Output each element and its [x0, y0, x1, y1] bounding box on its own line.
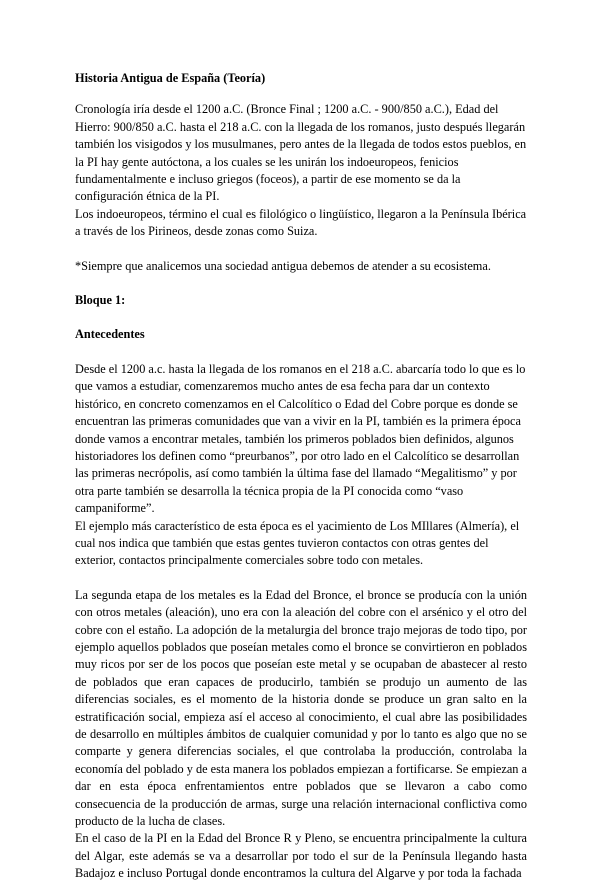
document-body	[75, 70, 527, 883]
section-heading: Antecedentes	[75, 327, 145, 342]
block-heading: Bloque 1:	[75, 293, 126, 308]
paragraph-cultura-algar: En el caso de la PI en la Edad del Bronce R y Pleno, se encuentra principalmente la cultura del Algar, este además se va a desarrollar por todo el sur de la Península llegando hasta Badajoz e incluso Portugal donde encontramos la cultura del Algarve y por toda la fachada	[75, 831, 527, 881]
intro-paragraph-2: Los indoeuropeos, término el cual es filológico o lingüístico, llegaron a la Península Ibérica a través de los Pirineos, desde zonas como Suiza.	[75, 206, 527, 239]
paragraph-antecedentes: Desde el 1200 a.c. hasta la llegada de los romanos en el 218 a.C. abarcaría todo lo que es lo que vamos a estudiar, comenzaremos mucho antes de esa fecha para dar un contexto histórico, en concreto comenzamos en el Calcolítico o Edad del Cobre porque es donde se encuentran las primeras comunidades que van a vivir en la PI, también es la primera época donde vamos a encontrar metales, también los primeros poblados bien definidos, algunos historiadores los definen como “preurbanos”, por otro lado en el Calcolítico se desarrollan las primeras necrópolis, así como también la última fase del llamado “Megalitismo” y por otra parte también se desarrolla la técnica propia de la PI conocida como “vaso campaniforme”.	[75, 361, 526, 516]
paragraph-edad-bronce: La segunda etapa de los metales es la Edad del Bronce, el bronce se producía con la unión con otros metales (aleación), uno era con la aleación del cobre con el arsénico y el otro del cobre con el estaño. La adopción de la metalurgia del bronce trajo mejoras de todo tipo, por ejemplo aquellos poblados que poseían metales como el bronce se convirtieron en poblados muy ricos por ser de los pocos que poseían este metal y se ocupaban de abastecer al resto de poblados que eran capaces de producirlo, también se produjo un aumento de las diferencias sociales, es el momento de la historia donde se produce un gran salto en la estratificación social, empieza así el acceso al conocimiento, el cual abre las posibilidades de desarrollo en múltiples ámbitos de cualquier comunidad y por lo tanto es algo que no se comparte y genera diferencias sociales, el que controlaba la producción, controlaba la economía del poblado y de esta manera los poblados empiezan a fortificarse. Se empiezan a dar en esta época enfrentamientos entre poblados que se llevaron a cabo como consecuencia de la producción de armas, surge una relación internacional conflictiva como producto de la lucha de clases.	[75, 587, 527, 829]
intro-paragraph: Cronología iría desde el 1200 a.C. (Bronce Final ; 1200 a.C. - 900/850 a.C.), Edad del Hierro: 900/850 a.C. hasta el 218 a.C. con la llegada de los romanos, justo después llegarán también los visigodos y los musulmanes, pero antes de la llegada de todos estos pueblos, en la PI hay gente autóctona, a los cuales se les unirán los indoeuropeos, fenicios fundamentalmente e incluso griegos (foceos), a partir de ese momento se da la configuración étnica de la PI.	[75, 102, 527, 204]
ecosystem-note: *Siempre que analicemos una sociedad antigua debemos de atender a su ecosistema.	[75, 258, 491, 273]
paragraph-los-millares: El ejemplo más característico de esta época es el yacimiento de Los MIllares (Almería), el cual nos indica que también que estas gentes tuvieron contactos con otras gentes del exterior, contactos principalmente comerciales sobre todo con metales.	[75, 518, 520, 568]
document-title: Historia Antigua de España (Teoría)	[75, 71, 266, 85]
